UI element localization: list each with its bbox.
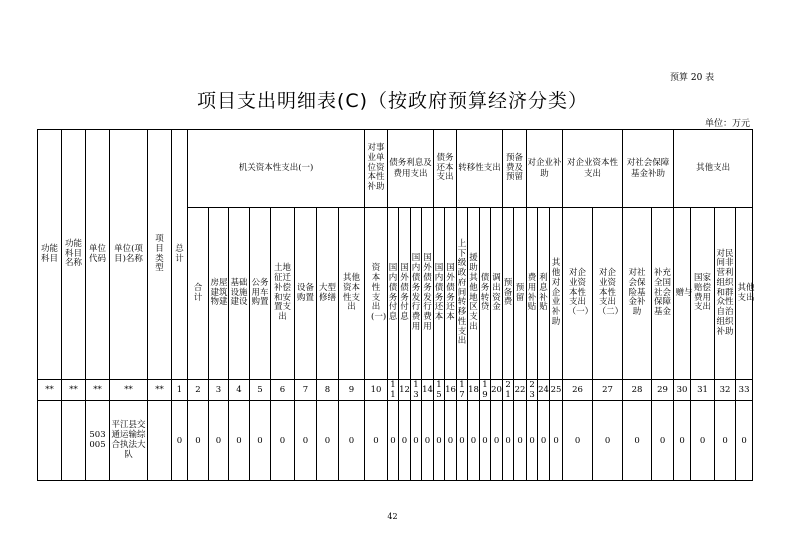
index-number: 5	[250, 380, 271, 401]
value-cell: 0	[514, 401, 527, 481]
value-cell: 0	[623, 401, 652, 481]
subheader-col-5: 公务用车购置	[250, 208, 271, 380]
subheader-col-4: 基础设施建设	[229, 208, 250, 380]
group-organ-capital: 机关资本性支出(一)	[188, 130, 365, 208]
form-number: 预算 20 表	[670, 73, 715, 83]
value-cell: 0	[457, 401, 468, 481]
header-total: 总计	[172, 130, 188, 380]
index-number: 30	[674, 380, 691, 401]
header-project-type: 项目类型	[148, 130, 172, 380]
index-number: 17	[457, 380, 468, 401]
value-cell: 0	[250, 401, 271, 481]
page-title: 项目支出明细表(C)（按政府预算经济分类）	[196, 90, 589, 112]
subheader-col-3: 房屋建筑物建	[209, 208, 229, 380]
subheader-col-2: 合计	[188, 208, 209, 380]
value-cell: 0	[172, 401, 188, 481]
index-number: 2	[188, 380, 209, 401]
subheader-col-16: 国外债务还本	[445, 208, 457, 380]
index-number: 4	[229, 380, 250, 401]
subheader-col-18: 援助其他地区支出	[468, 208, 480, 380]
value-cell: 0	[715, 401, 736, 481]
index-number: 7	[295, 380, 317, 401]
value-cell: 0	[434, 401, 445, 481]
value-cell: 0	[550, 401, 563, 481]
index-number: 19	[480, 380, 491, 401]
index-star: **	[148, 380, 172, 401]
subheader-col-23: 费用补贴	[527, 208, 538, 380]
subheader-col-27: 对企业资本性支出（二）	[593, 208, 623, 380]
index-number: 28	[623, 380, 652, 401]
subheader-col-17: 上下级政府间转移性支出	[457, 208, 468, 380]
subheader-col-22: 预留	[514, 208, 527, 380]
page-number: 42	[387, 512, 398, 521]
header-func-name: 功能科目名称	[62, 130, 86, 380]
group-enterprise-subsidy: 对企业补助	[527, 130, 563, 208]
subheader-col-14: 国外债务发行费用	[422, 208, 434, 380]
value-cell: 0	[527, 401, 538, 481]
index-number: 25	[550, 380, 563, 401]
group-debt-interest: 债务利息及费用支出	[388, 130, 434, 208]
value-cell: 0	[271, 401, 295, 481]
index-number: 32	[715, 380, 736, 401]
index-number: 26	[563, 380, 593, 401]
subheader-col-26: 对企业资本性支出（一）	[563, 208, 593, 380]
subheader-col-19: 债务转贷	[480, 208, 491, 380]
index-number: 8	[317, 380, 339, 401]
value-cell: 0	[691, 401, 715, 481]
subheader-col-24: 利息补贴	[538, 208, 550, 380]
group-transfer: 转移性支出	[457, 130, 503, 208]
subheader-col-33: 其他支出	[736, 208, 753, 380]
cell-func-name	[62, 401, 86, 481]
value-cell: 0	[593, 401, 623, 481]
subheader-col-6: 土地征迁补偿和安置支出	[271, 208, 295, 380]
index-number: 3	[209, 380, 229, 401]
index-number: 1	[172, 380, 188, 401]
value-cell: 0	[491, 401, 503, 481]
index-number: 33	[736, 380, 753, 401]
subheader-col-13: 国内债务发行费用	[411, 208, 422, 380]
header-unit-code: 单位代码	[86, 130, 110, 380]
cell-func-code	[38, 401, 62, 481]
value-cell: 0	[503, 401, 514, 481]
index-number: 24	[538, 380, 550, 401]
value-cell: 0	[411, 401, 422, 481]
value-cell: 0	[422, 401, 434, 481]
index-number: 21	[503, 380, 514, 401]
value-cell: 0	[188, 401, 209, 481]
subheader-col-9: 其他资本性支出	[339, 208, 365, 380]
index-number: 27	[593, 380, 623, 401]
value-cell: 0	[538, 401, 550, 481]
value-cell: 0	[209, 401, 229, 481]
subheader-col-30: 赠与	[674, 208, 691, 380]
index-number: 23	[527, 380, 538, 401]
cell-unit-code: 503005	[86, 401, 110, 481]
group-reserve: 预备费及预留	[503, 130, 527, 208]
value-cell: 0	[317, 401, 339, 481]
value-cell: 0	[399, 401, 411, 481]
index-number: 9	[339, 380, 365, 401]
group-social-fund: 对社会保障基金补助	[623, 130, 674, 208]
value-cell: 0	[736, 401, 753, 481]
expenditure-table	[37, 129, 753, 481]
index-star: **	[110, 380, 148, 401]
value-cell: 0	[365, 401, 388, 481]
index-number: 22	[514, 380, 527, 401]
subheader-col-12: 国外债务付息	[399, 208, 411, 380]
group-enterprise-capital: 对企业资本性支出	[563, 130, 623, 208]
value-cell: 0	[563, 401, 593, 481]
subheader-col-10: 资本性支出(一)	[365, 208, 388, 380]
subheader-col-25: 其他对企业补助	[550, 208, 563, 380]
index-star: **	[62, 380, 86, 401]
cell-project-type	[148, 401, 172, 481]
index-row	[38, 380, 753, 401]
index-number: 11	[388, 380, 399, 401]
value-cell: 0	[674, 401, 691, 481]
header-func-code: 功能科目	[38, 130, 62, 380]
index-number: 6	[271, 380, 295, 401]
group-debt-principal: 债务还本支出	[434, 130, 457, 208]
index-number: 12	[399, 380, 411, 401]
subheader-col-7: 设备购置	[295, 208, 317, 380]
value-cell: 0	[652, 401, 674, 481]
subheader-col-28: 对社会保险基金补助	[623, 208, 652, 380]
cell-unit-name: 平江县交通运输综合执法大队	[110, 401, 148, 481]
table-row	[38, 401, 753, 481]
subheader-col-29: 补充全国社会保障基金	[652, 208, 674, 380]
value-cell: 0	[339, 401, 365, 481]
value-cell: 0	[468, 401, 480, 481]
index-number: 18	[468, 380, 480, 401]
group-inst-capital: 对事业单位资本性补助	[365, 130, 388, 208]
header-unit-name: 单位(项目)名称	[110, 130, 148, 380]
subheader-col-31: 国家赔偿费用支出	[691, 208, 715, 380]
index-number: 14	[422, 380, 434, 401]
subheader-col-21: 预备费	[503, 208, 514, 380]
value-cell: 0	[480, 401, 491, 481]
index-number: 20	[491, 380, 503, 401]
index-number: 31	[691, 380, 715, 401]
value-cell: 0	[445, 401, 457, 481]
index-number: 16	[445, 380, 457, 401]
index-number: 13	[411, 380, 422, 401]
subheader-col-11: 国内债务付息	[388, 208, 399, 380]
index-number: 15	[434, 380, 445, 401]
value-cell: 0	[388, 401, 399, 481]
subheader-col-20: 调出资金	[491, 208, 503, 380]
subheader-col-15: 国内债务还本	[434, 208, 445, 380]
value-cell: 0	[229, 401, 250, 481]
subheader-col-32: 对民间非营利组织和群众性自治组织补助	[715, 208, 736, 380]
index-number: 29	[652, 380, 674, 401]
subheader-col-8: 大型修缮	[317, 208, 339, 380]
unit-label: 单位：万元	[705, 119, 751, 129]
index-number: 10	[365, 380, 388, 401]
group-other: 其他支出	[674, 130, 753, 208]
index-star: **	[38, 380, 62, 401]
value-cell: 0	[295, 401, 317, 481]
index-star: **	[86, 380, 110, 401]
